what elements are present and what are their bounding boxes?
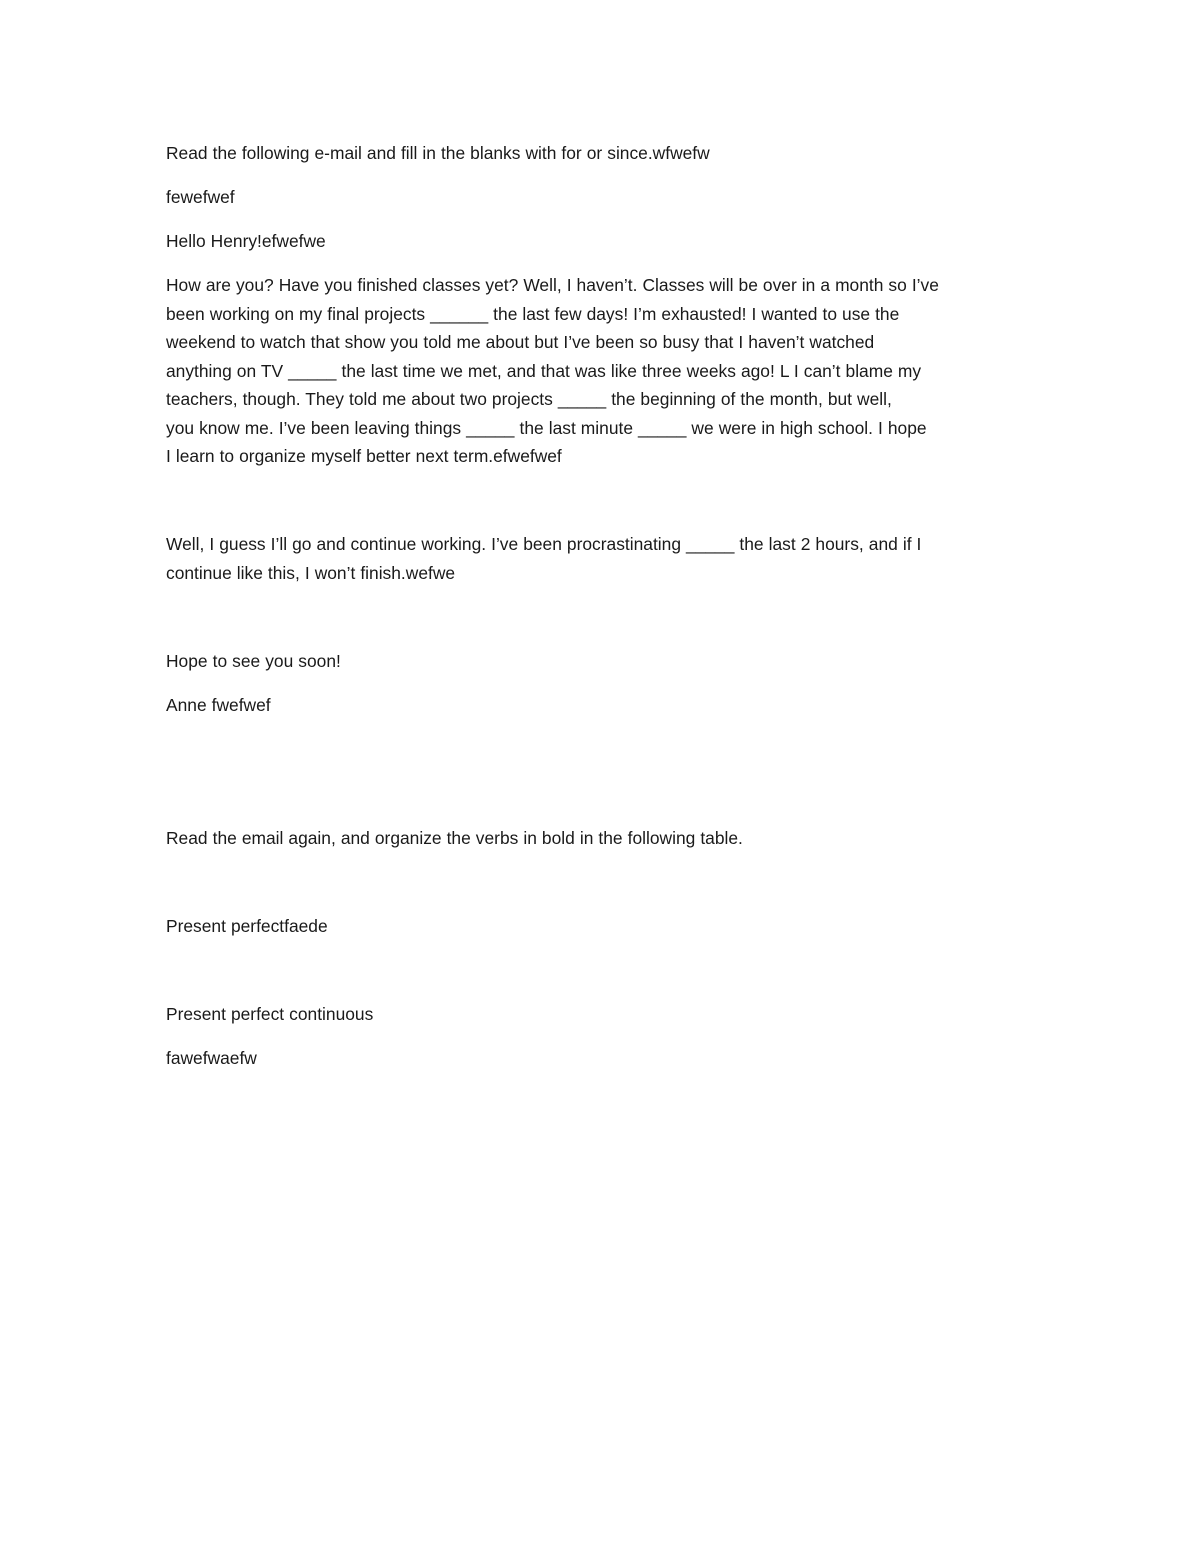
paragraph-line: I learn to organize myself better next term.efwefwef <box>166 446 562 466</box>
paragraph-line: Well, I guess I’ll go and continue working. I’ve been procrastinating _____ the last 2 hours, and if I <box>166 534 922 554</box>
email-paragraph-2 <box>166 530 1036 587</box>
paragraph-line: teachers, though. They told me about two projects _____ the beginning of the month, but well, <box>166 389 892 409</box>
heading-present-perfect-continuous: Present perfect continuous <box>166 1004 374 1024</box>
email-greeting: Hello Henry!efwefwe <box>166 231 326 251</box>
heading-present-perfect: Present perfectfaede <box>166 916 328 936</box>
note-text: fewefwef <box>166 187 235 207</box>
email-signature: Anne fwefwef <box>166 695 271 715</box>
paragraph-line: How are you? Have you finished classes yet? Well, I haven’t. Classes will be over in a month so I’ve <box>166 275 939 295</box>
note-text: fawefwaefw <box>166 1048 257 1068</box>
paragraph-line: continue like this, I won’t finish.wefwe <box>166 562 456 583</box>
paragraph-line: weekend to watch that show you told me about but I’ve been so busy that I haven’t watched <box>166 332 875 352</box>
paragraph-line: you know me. I’ve been leaving things _____ the last minute _____ we were in high school. I hope <box>166 417 927 438</box>
paragraph-line: anything on TV _____ the last time we met, and that was like three weeks ago! L I can’t blame my <box>166 360 922 381</box>
email-paragraph-1 <box>166 271 1036 471</box>
instruction-text: Read the following e-mail and fill in the blanks with for or since.wfwefw <box>166 143 710 163</box>
task-instruction: Read the email again, and organize the verbs in bold in the following table. <box>166 828 743 848</box>
paragraph-line: been working on my final projects ______ the last few days! I’m exhausted! I wanted to use the <box>166 303 900 324</box>
email-closing: Hope to see you soon! <box>166 651 341 671</box>
